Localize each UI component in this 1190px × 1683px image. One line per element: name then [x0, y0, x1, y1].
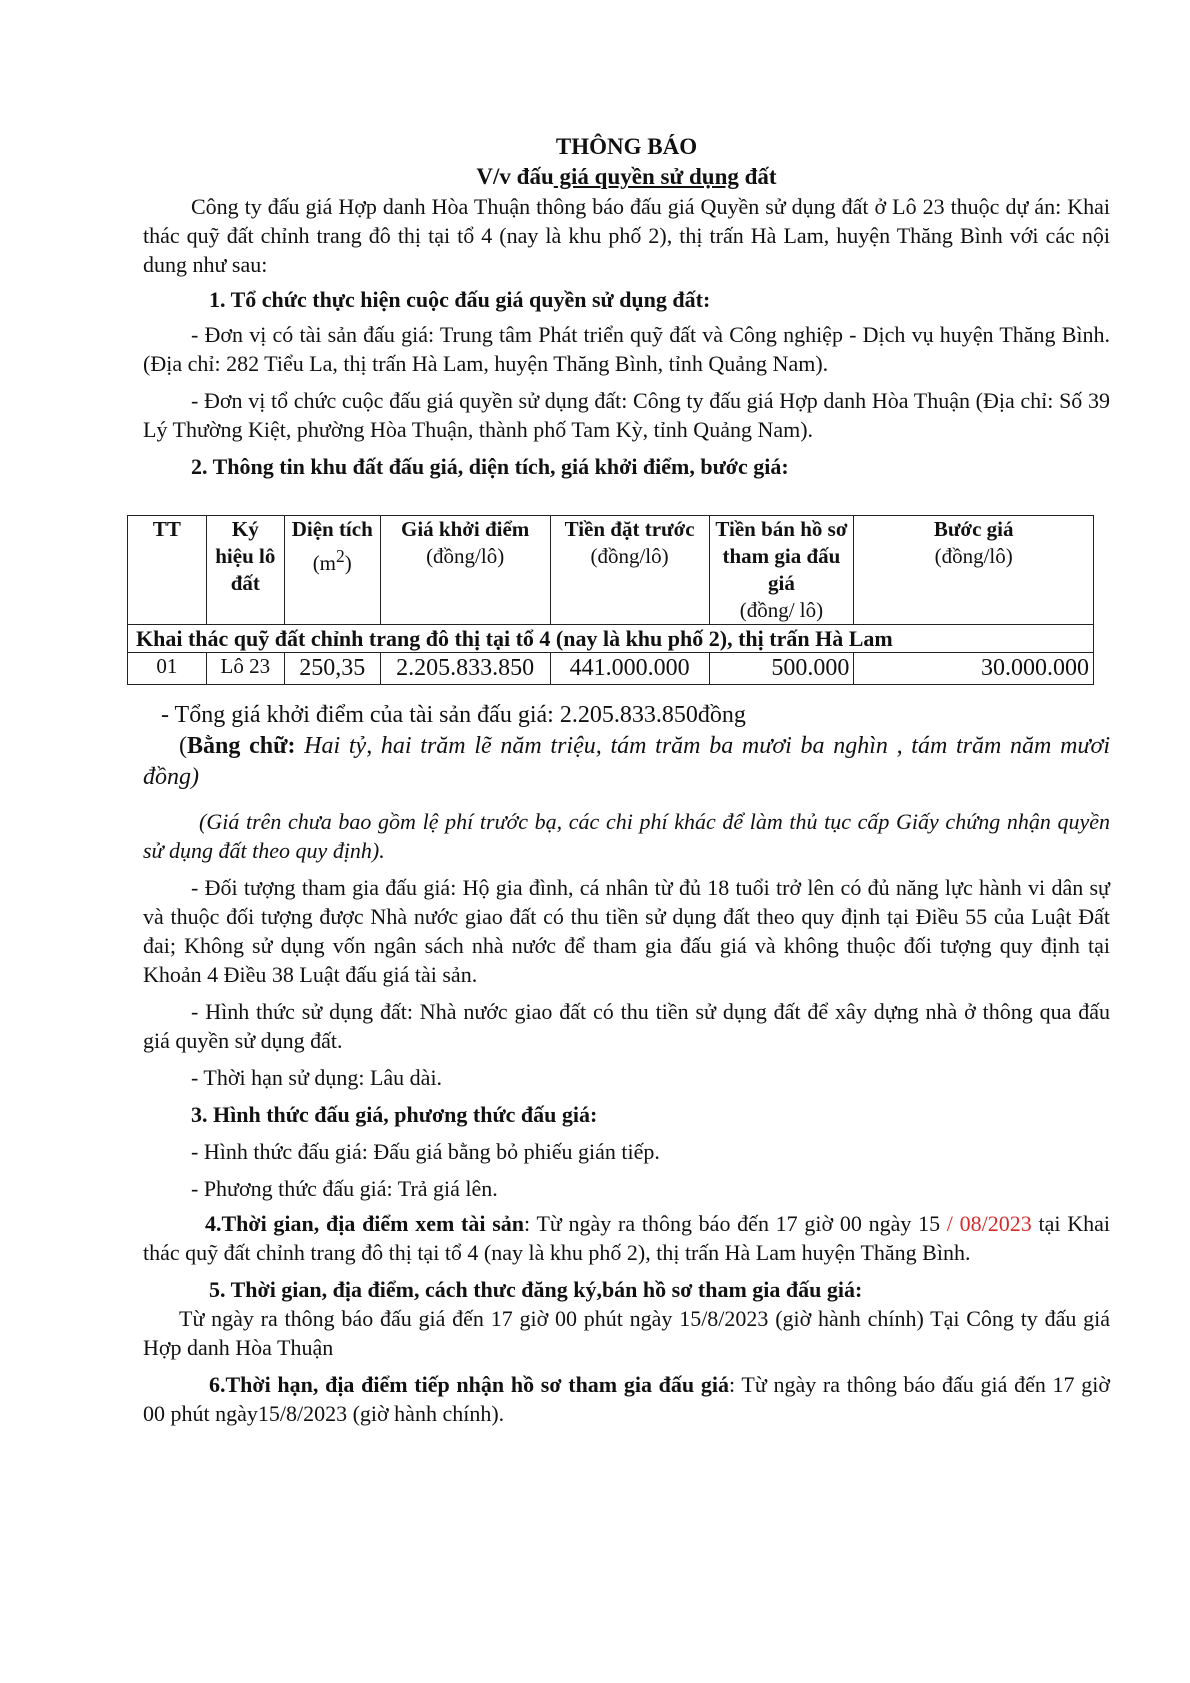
- section2-heading: 2. Thông tin khu đất đấu giá, diện tích, giá khởi điểm, bước giá:: [191, 454, 789, 479]
- section3-auction-form: - Hình thức đấu giá: Đấu giá bằng bỏ phiếu gián tiếp.: [191, 1139, 660, 1164]
- usage-term-paragraph: - Thời hạn sử dụng: Lâu dài.: [191, 1065, 443, 1090]
- total-start-price: - Tổng giá khởi điểm của tài sản đấu giá: 2.205.833.850đồng: [161, 702, 746, 728]
- price-note: (Giá trên chưa bao gồm lệ phí trước bạ, các chi phí khác để làm thủ tục cấp Giấy chứng nhận quyền sử dụng đất theo quy định).: [143, 809, 1110, 863]
- header-tt: TT: [128, 516, 207, 625]
- cell-tt: 01: [128, 653, 207, 685]
- header-area: Diện tích $(m^2)$: [284, 516, 380, 625]
- section5-text: Từ ngày ra thông báo đấu giá đến 17 giờ 00 phút ngày 15/8/2023 (giờ hành chính) Tại Công ty đấu giá Hợp danh Hòa Thuận: [143, 1306, 1110, 1360]
- table-row: [128, 653, 1094, 685]
- section4-red-slash: /: [940, 1211, 953, 1236]
- header-start-price: Giá khởi điểm (đồng/lô): [380, 516, 550, 625]
- amount-in-words: (Bằng chữ: Hai tỷ, hai trăm lẽ năm triệu, tám trăm ba mươi ba nghìn , tám trăm năm mươi đồng): [143, 733, 1110, 790]
- subtitle-prefix: V/v đấu: [476, 164, 554, 189]
- cell-start-price: 2.205.833.850: [380, 653, 550, 685]
- cell-dossier-fee: 500.000: [709, 653, 854, 685]
- section6-heading: 6.Thời hạn, địa điểm tiếp nhận hồ sơ tham gia đấu giá: [209, 1372, 729, 1397]
- section5-heading: 5. Thời gian, địa điểm, cách thưc đăng ký,bán hồ sơ tham gia đấu giá:: [209, 1277, 863, 1302]
- section1-asset-owner: - Đơn vị có tài sản đấu giá: Trung tâm Phát triển quỹ đất và Công nghiệp - Dịch vụ huyện Thăng Bình. (Địa chỉ: 282 Tiểu La, thị trấn Hà Lam, huyện Thăng Bình, tỉnh Quảng Nam).: [143, 322, 1110, 376]
- header-price-step: Bước giá (đồng/lô): [854, 516, 1094, 625]
- document-subtitle: [143, 162, 1110, 192]
- document: [136, 132, 1110, 1428]
- subtitle-underlined: giá quyền sử dụng: [553, 164, 739, 189]
- cell-price-step: 30.000.000: [854, 653, 1094, 685]
- header-lot: Ký hiệu lô đất: [206, 516, 284, 625]
- header-deposit: Tiền đặt trước (đồng/lô): [550, 516, 709, 625]
- header-dossier-fee: Tiền bán hồ sơ tham gia đấu giá (đồng/ lô): [709, 516, 854, 625]
- usage-form-paragraph: - Hình thức sử dụng đất: Nhà nước giao đất có thu tiền sử dụng đất để xây dựng nhà ở thông qua đấu giá quyền sử dụng đất.: [143, 999, 1110, 1053]
- eligibility-paragraph: - Đối tượng tham gia đấu giá: Hộ gia đình, cá nhân từ đủ 18 tuổi trở lên có đủ năng lực hành vi dân sự và thuộc đối tượng được Nhà nước giao đất có thu tiền sử dụng đất theo quy định tại Điều 55 của Luật Đất đai; Không sử dụng vốn ngân sách nhà nước để tham gia đấu giá và không thuộc đối tượng quy định tại Khoản 4 Điều 38 Luật đấu giá tài sản.: [143, 875, 1110, 987]
- section3-heading: 3. Hình thức đấu giá, phương thức đấu giá:: [191, 1102, 598, 1127]
- intro-paragraph: Công ty đấu giá Hợp danh Hòa Thuận thông báo đấu giá Quyền sử dụng đất ở Lô 23 thuộc dự án: Khai thác quỹ đất chỉnh trang đô thị tại tổ 4 (nay là khu phố 2), thị trấn Hà Lam, huyện Thăng Bình với các nội dung như sau:: [143, 194, 1110, 277]
- cell-area: 250,35: [284, 653, 380, 685]
- auction-table: [127, 515, 1094, 685]
- section1-heading: 1. Tổ chức thực hiện cuộc đấu giá quyền sử dụng đất:: [209, 287, 711, 312]
- table-header-row: [128, 516, 1094, 625]
- in-words-text: Hai tỷ, hai trăm lẽ năm triệu, tám trăm ba mươi ba nghìn , tám trăm năm mươi đồng): [143, 733, 1110, 790]
- section4-heading: 4.Thời gian, địa điểm xem tài sản: [205, 1211, 525, 1236]
- document-title: THÔNG BÁO: [555, 134, 698, 159]
- section4-paragraph: 4.Thời gian, địa điểm xem tài sản: Từ ngày ra thông báo đến 17 giờ 00 ngày 15 / 08/2023 tại Khai thác quỹ đất chỉnh trang đô thị tại tổ 4 (nay là khu phố 2), thị trấn Hà Lam huyện Thăng Bình.: [143, 1211, 1110, 1265]
- subtitle-suffix: đất: [738, 164, 777, 189]
- section4-red-date: 08/2023: [959, 1211, 1032, 1236]
- section3-auction-method: - Phương thức đấu giá: Trả giá lên.: [191, 1176, 498, 1201]
- table-section-row: [128, 625, 1094, 653]
- section1-organizer: - Đơn vị tổ chức cuộc đấu giá quyền sử dụng đất: Công ty đấu giá Hợp danh Hòa Thuận (Địa chỉ: Số 39 Lý Thường Kiệt, phường Hòa Thuận, thành phố Tam Kỳ, tỉnh Quảng Nam).: [143, 388, 1110, 442]
- cell-lot: Lô 23: [206, 653, 284, 685]
- table-section-label: Khai thác quỹ đất chỉnh trang đô thị tại tổ 4 (nay là khu phố 2), thị trấn Hà Lam: [128, 625, 1094, 653]
- in-words-label: Bằng chữ:: [187, 733, 296, 759]
- cell-deposit: 441.000.000: [550, 653, 709, 685]
- section6-paragraph: 6.Thời hạn, địa điểm tiếp nhận hồ sơ tham gia đấu giá: Từ ngày ra thông báo đấu giá đến 17 giờ 00 phút ngày15/8/2023 (giờ hành chính).: [143, 1372, 1110, 1426]
